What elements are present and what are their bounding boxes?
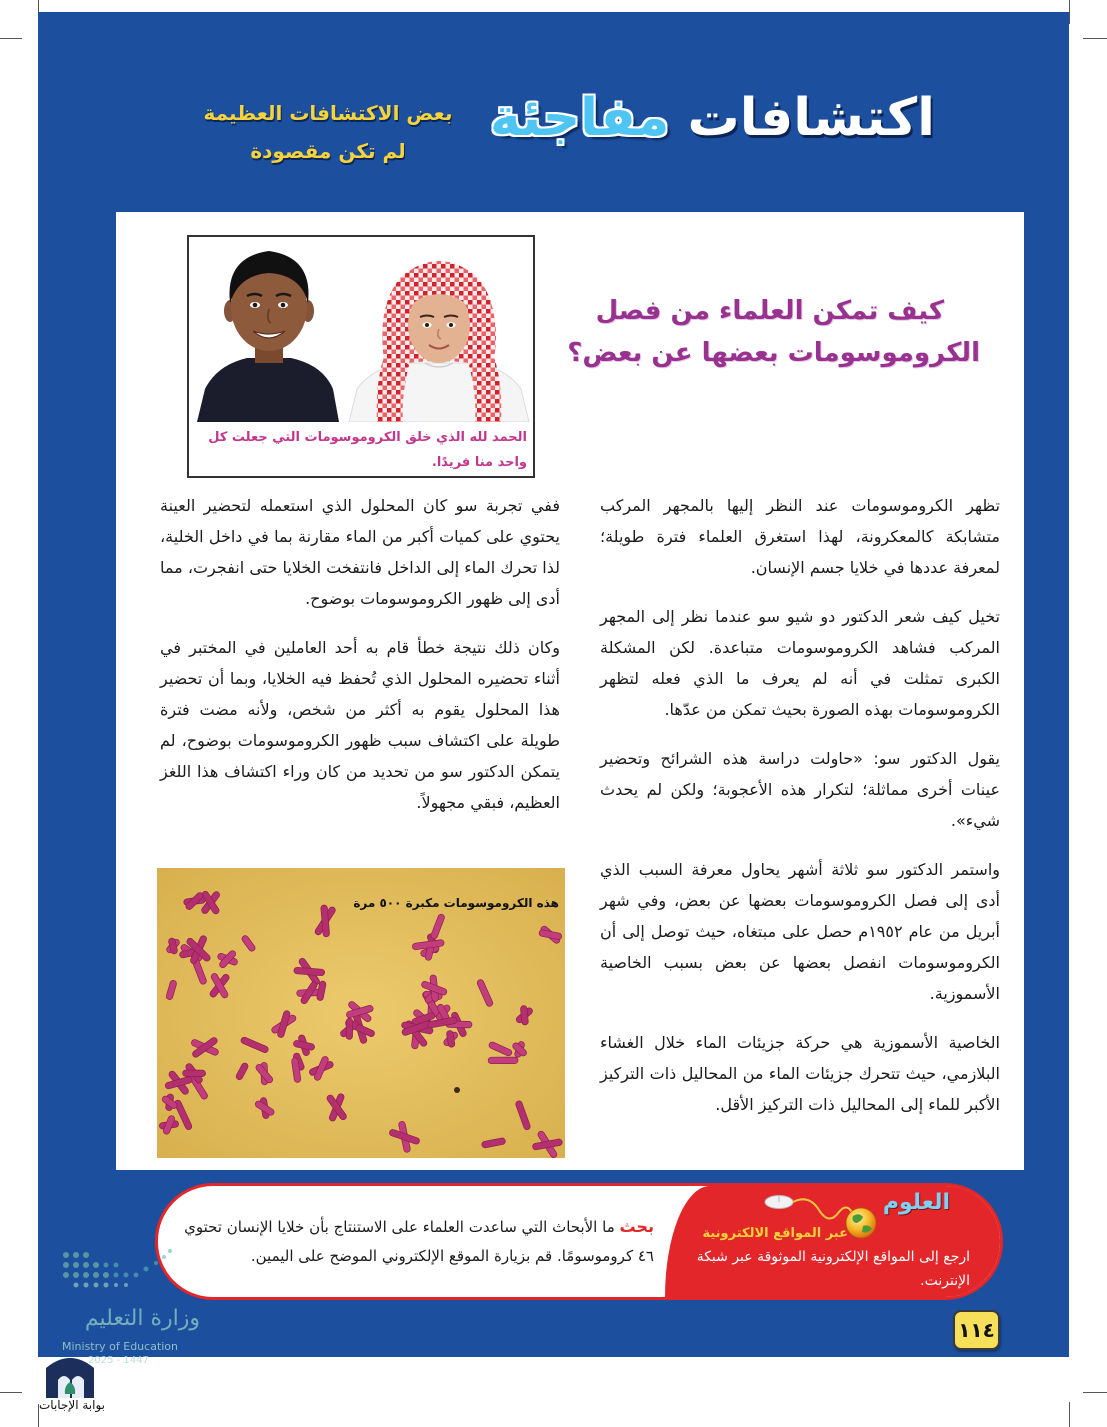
sciences-title: العلوم	[882, 1190, 950, 1215]
question-line-2: الكروموسومات بعضها عن بعض؟	[567, 338, 980, 368]
crop-mark-bottom-right-v	[1069, 1402, 1070, 1427]
research-text: ما الأبحاث التي ساعدت العلماء على الاستنتاج بأن خلايا الإنسان تحتوي ٤٦ كروموسومًا. قم بزيارة الموقع الإلكتروني الموضح على اليمين.	[184, 1218, 654, 1265]
crop-mark-top-right-v	[1069, 0, 1070, 24]
mouse-cable	[793, 1199, 853, 1218]
crop-mark-bottom-left-h	[0, 1392, 22, 1393]
ministry-name-english: Ministry of Education	[62, 1340, 179, 1353]
crop-mark-top-left-h	[0, 38, 22, 39]
page-subtitle	[190, 94, 466, 170]
paragraph: الخاصية الأسموزية هي حركة جزيئات الماء خلال الغشاء البلازمي، حيث تتحرك جزيئات الماء من المحاليل ذات التركيز الأكبر للماء إلى المحاليل ذات التركيز الأقل.	[600, 1033, 1000, 1114]
chromosome-micrograph-image	[157, 868, 565, 1158]
paragraph: تظهر الكروموسومات عند النظر إليها بالمجهر المركب متشابكة كالمعكرونة، لهذا استغرق العلماء فترة طويلة؛ لمعرفة عددها في خلايا جسم الإنسان.	[600, 496, 1000, 577]
boys-photo	[187, 235, 535, 478]
ministry-name-arabic: وزارة التعليم	[84, 1306, 200, 1331]
page-number: ١١٤	[953, 1310, 1000, 1350]
ministry-year: 2025 - 1447	[88, 1355, 149, 1366]
boy-left	[197, 251, 339, 422]
chromosome	[488, 1057, 518, 1064]
question-line-1: كيف تمكن العلماء من فصل	[595, 296, 944, 326]
research-question	[172, 1186, 654, 1297]
photo-caption: الحمد لله الذي خلق الكروموسومات التي جعلت كل واحد منا فريدًا.	[208, 430, 527, 470]
chromosome-micrograph	[157, 868, 565, 1158]
sciences-text: ارجع إلى المواقع الإلكترونية الموثوقة عبر شبكة الإنترنت.	[696, 1249, 970, 1289]
boys-illustration	[189, 237, 533, 422]
sciences-online-panel	[665, 1186, 1000, 1297]
debris-dot	[454, 1087, 460, 1093]
title-part-2: مفاجئة	[489, 88, 670, 148]
question-heading	[567, 290, 980, 374]
subtitle-line-1: بعض الاكتشافات العظيمة	[203, 101, 453, 125]
page-title	[490, 78, 935, 158]
research-label: بحث	[619, 1217, 654, 1236]
research-box	[155, 1183, 1003, 1300]
sciences-subtitle: عبر المواقع الالكترونية	[702, 1226, 848, 1241]
paragraph: يقول الدكتور سو: «حاولت دراسة هذه الشرائح وتحضير عينات أخرى مماثلة؛ لتكرار هذه الأعجوبة؛ ولكن لم يحدث شيء».	[600, 749, 1000, 830]
research-question-text-wrap	[172, 1212, 654, 1271]
paragraph: واستمر الدكتور سو ثلاثة أشهر يحاول معرفة السبب الذي أدى إلى فصل الكروموسومات بعضها عن بعض، وفي شهر أبريل من عام ١٩٥٢م حصل على مبتغاه، حيث توصل إلى أن الكروموسومات انفصل بعضها عن بعض بسبب الخاصية الأسموزية.	[600, 860, 1000, 1003]
boy-right	[349, 261, 529, 422]
answers-portal-label: بوابة الإجابات	[38, 1398, 105, 1412]
paragraph: تخيل كيف شعر الدكتور دو شيو سو عندما نظر إلى المجهر المركب فشاهد الكروموسومات متباعدة. لكن المشكلة الكبرى تمثلت في أنه لم يعرف ما الذي فعله لتظهر الكروموسومات بهذه الصورة بحيث تمكن من عدّها.	[600, 607, 1000, 719]
crop-mark-top-right-h	[1083, 38, 1107, 39]
ministry-dots-icon	[58, 1245, 183, 1295]
mouse-icon	[765, 1196, 793, 1209]
title-part-1: اكتشافات	[687, 88, 935, 148]
subtitle-line-2: لم تكن مقصودة	[250, 139, 406, 163]
paragraph: ففي تجربة سو كان المحلول الذي استعمله لتحضير العينة يحتوي على كميات أكبر من الماء مقارنة بما في داخل الخلية، لذا تحرك الماء إلى الداخل فانتفخت الخلايا حتى انفجرت، مما أدى إلى ظهور الكروموسومات بوضوح.	[160, 496, 560, 608]
paragraph: وكان ذلك نتيجة خطأ قام به أحد العاملين في المختبر في أثناء تحضيره المحلول الذي تُحفظ فيه الخلايا، وبما أن تحضير هذا المحلول يقوم به أكثر من شخص، ولأنه مضت فترة طويلة على اكتشاف سبب ظهور الكروموسومات بوضوح، لم يتمكن الدكتور سو من تحديد من كان وراء اكتشاف هذا اللغز العظيم، فبقي مجهولاً.	[160, 638, 560, 812]
ministry-logo-icon	[44, 1352, 96, 1400]
left-text-column	[160, 490, 560, 836]
globe-icon	[846, 1208, 876, 1238]
crop-mark-bottom-right-h	[1083, 1392, 1107, 1393]
micrograph-caption: هذه الكروموسومات مكبرة ٥٠٠ مرة	[353, 896, 559, 910]
right-text-column	[600, 490, 1000, 1138]
